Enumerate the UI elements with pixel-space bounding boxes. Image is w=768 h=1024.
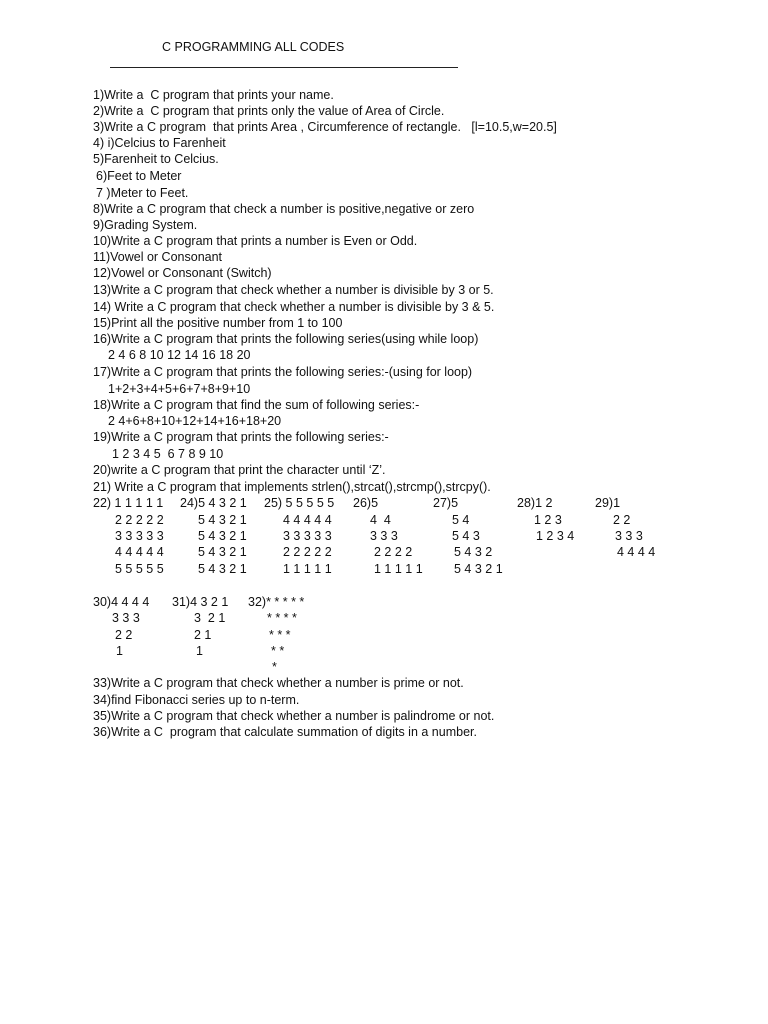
pattern-cell: 1 2 3 4 bbox=[536, 529, 575, 543]
question-line: 14) Write a C program that check whether a number is divisible by 3 & 5. bbox=[93, 300, 495, 314]
pattern-cell: 5 5 5 5 5 bbox=[115, 562, 164, 576]
pattern-cell: 2 2 bbox=[115, 628, 133, 642]
pattern-cell: 28)1 2 bbox=[517, 496, 553, 510]
pattern-cell: 30)4 4 4 4 bbox=[93, 595, 150, 609]
series-line: 2 4 6 8 10 12 14 16 18 20 bbox=[108, 348, 251, 362]
question-line: 8)Write a C program that check a number is positive,negative or zero bbox=[93, 202, 475, 216]
pattern-cell: * * bbox=[271, 644, 285, 658]
question-line: 20)write a C program that print the character until ‘Z’. bbox=[93, 463, 386, 477]
question-line: 34)find Fibonacci series up to n-term. bbox=[93, 693, 300, 707]
question-line: 2)Write a C program that prints only the value of Area of Circle. bbox=[93, 104, 445, 118]
pattern-cell: 5 4 3 2 1 bbox=[198, 562, 247, 576]
pattern-cell: 3 3 3 bbox=[615, 529, 643, 543]
pattern-cell: 4 4 4 4 4 bbox=[115, 545, 164, 559]
series-line: 2 4+6+8+10+12+14+16+18+20 bbox=[108, 414, 282, 428]
pattern-cell: 22) 1 1 1 1 1 bbox=[93, 496, 164, 510]
pattern-cell: 1 1 1 1 1 bbox=[283, 562, 332, 576]
series-line: 1 2 3 4 5 6 7 8 9 10 bbox=[112, 447, 224, 461]
question-line: 11)Vowel or Consonant bbox=[93, 250, 223, 264]
pattern-cell: 1 bbox=[196, 644, 203, 658]
pattern-cell: 5 4 3 2 bbox=[454, 545, 493, 559]
question-line: 36)Write a C program that calculate summation of digits in a number. bbox=[93, 725, 477, 739]
question-line: 18)Write a C program that find the sum of following series:- bbox=[93, 398, 420, 412]
pattern-cell: 1 1 1 1 1 bbox=[374, 562, 423, 576]
pattern-cell: 4 4 bbox=[370, 513, 391, 527]
page-title: C PROGRAMMING ALL CODES bbox=[162, 40, 345, 54]
pattern-cell: 2 1 bbox=[194, 628, 212, 642]
pattern-cell: 2 2 2 2 2 bbox=[115, 513, 164, 527]
pattern-cell: 5 4 bbox=[452, 513, 470, 527]
question-line: 17)Write a C program that prints the following series:-(using for loop) bbox=[93, 365, 473, 379]
question-line: 7 )Meter to Feet. bbox=[96, 186, 189, 200]
question-line: 15)Print all the positive number from 1 to 100 bbox=[93, 316, 343, 330]
pattern-cell: 3 3 3 3 3 bbox=[283, 529, 332, 543]
question-line: 35)Write a C program that check whether a number is palindrome or not. bbox=[93, 709, 495, 723]
title-underline bbox=[110, 67, 458, 68]
question-line: 12)Vowel or Consonant (Switch) bbox=[93, 266, 272, 280]
question-line: 13)Write a C program that check whether a number is divisible by 3 or 5. bbox=[93, 283, 494, 297]
question-line: 6)Feet to Meter bbox=[96, 169, 182, 183]
pattern-cell: 2 2 2 2 bbox=[374, 545, 413, 559]
pattern-cell: * * * * bbox=[267, 611, 297, 625]
pattern-cell: 27)5 bbox=[433, 496, 459, 510]
pattern-cell: 5 4 3 2 1 bbox=[198, 529, 247, 543]
pattern-cell: 3 3 3 3 3 bbox=[115, 529, 164, 543]
pattern-cell: 4 4 4 4 bbox=[617, 545, 656, 559]
pattern-cell: 4 4 4 4 4 bbox=[283, 513, 332, 527]
pattern-cell: 5 4 3 2 1 bbox=[198, 513, 247, 527]
question-line: 9)Grading System. bbox=[93, 218, 198, 232]
pattern-cell: * * * bbox=[269, 628, 291, 642]
pattern-cell: 26)5 bbox=[353, 496, 379, 510]
question-line: 16)Write a C program that prints the following series(using while loop) bbox=[93, 332, 479, 346]
pattern-cell: 5 4 3 2 1 bbox=[198, 545, 247, 559]
pattern-cell: 29)1 bbox=[595, 496, 621, 510]
pattern-cell: 5 4 3 bbox=[452, 529, 480, 543]
pattern-cell: 2 2 bbox=[613, 513, 631, 527]
pattern-cell: 3 3 3 bbox=[370, 529, 398, 543]
question-line: 5)Farenheit to Celcius. bbox=[93, 152, 219, 166]
question-line: 4) i)Celcius to Farenheit bbox=[93, 136, 226, 150]
pattern-cell: 25) 5 5 5 5 5 bbox=[264, 496, 335, 510]
question-line: 10)Write a C program that prints a number is Even or Odd. bbox=[93, 234, 418, 248]
pattern-cell: 1 2 3 bbox=[534, 513, 562, 527]
pattern-cell: 32)* * * * * bbox=[248, 595, 305, 609]
series-line: 1+2+3+4+5+6+7+8+9+10 bbox=[108, 382, 251, 396]
question-line: 3)Write a C program that prints Area , Circumference of rectangle. [l=10.5,w=20.5] bbox=[93, 120, 557, 134]
question-line: 19)Write a C program that prints the following series:- bbox=[93, 430, 389, 444]
pattern-cell: 3 2 1 bbox=[194, 611, 226, 625]
question-line: 33)Write a C program that check whether a number is prime or not. bbox=[93, 676, 464, 690]
pattern-cell: 2 2 2 2 2 bbox=[283, 545, 332, 559]
pattern-cell: 3 3 3 bbox=[112, 611, 140, 625]
question-line: 21) Write a C program that implements strlen(),strcat(),strcmp(),strcpy(). bbox=[93, 480, 491, 494]
pattern-cell: * bbox=[272, 660, 277, 674]
pattern-cell: 24)5 4 3 2 1 bbox=[180, 496, 247, 510]
pattern-cell: 31)4 3 2 1 bbox=[172, 595, 229, 609]
pattern-cell: 1 bbox=[116, 644, 123, 658]
question-line: 1)Write a C program that prints your name. bbox=[93, 88, 334, 102]
pattern-cell: 5 4 3 2 1 bbox=[454, 562, 503, 576]
